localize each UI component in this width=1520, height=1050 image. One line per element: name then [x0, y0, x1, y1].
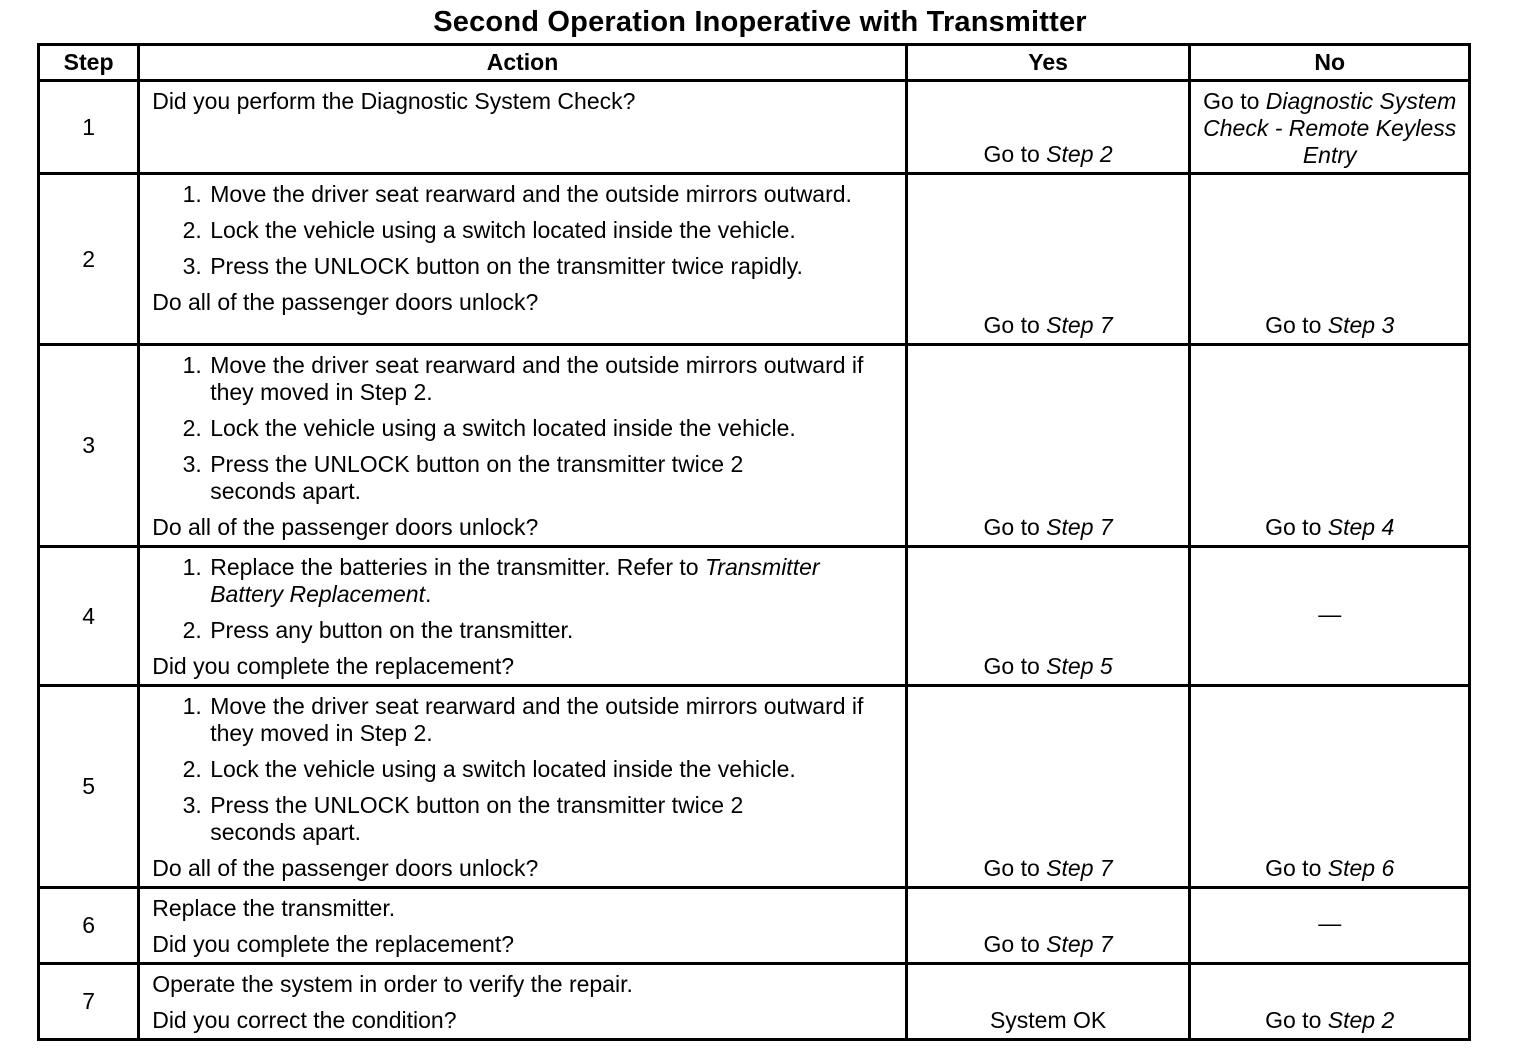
action-question: Did you correct the condition?	[152, 1007, 457, 1033]
table-row	[39, 547, 1470, 686]
substep-item: 3. Press the UNLOCK button on the transmitter twice 2 seconds apart.	[208, 792, 895, 846]
substep-item: 2. Lock the vehicle using a switch located inside the vehicle.	[208, 756, 895, 783]
step-number: 2	[39, 174, 139, 345]
yes-cell	[906, 547, 1190, 686]
table-row	[39, 345, 1470, 547]
no-dash: —	[1318, 910, 1342, 936]
action-cell	[139, 174, 907, 345]
yes-step-link: Step 2	[1046, 141, 1113, 167]
action-cell	[139, 888, 907, 964]
action-cell	[139, 345, 907, 547]
yes-cell	[906, 964, 1190, 1040]
step-number: 3	[39, 345, 139, 547]
page-title: Second Operation Inoperative with Transmitter	[433, 6, 1087, 38]
yes-step-link: Step 7	[1046, 312, 1113, 338]
table-row	[39, 964, 1470, 1040]
yes-cell	[906, 686, 1190, 888]
action-question: Do all of the passenger doors unlock?	[152, 289, 539, 315]
substep-item: 3. Press the UNLOCK button on the transmitter twice 2 seconds apart.	[208, 451, 895, 505]
table-row	[39, 686, 1470, 888]
action-question: Do all of the passenger doors unlock?	[152, 855, 539, 881]
goto-label: Go to	[983, 931, 1040, 957]
step-number: 7	[39, 964, 139, 1040]
header-step: Step	[39, 45, 139, 81]
action-question: Did you complete the replacement?	[152, 653, 515, 679]
yes-step-link: Step 7	[1046, 855, 1113, 881]
step-number: 5	[39, 686, 139, 888]
header-row	[39, 45, 1470, 81]
no-cell	[1190, 81, 1470, 174]
no-cell	[1190, 174, 1470, 345]
header-action: Action	[139, 45, 907, 81]
step-number: 1	[39, 81, 139, 174]
no-cell	[1190, 888, 1470, 964]
battery-replacement-link: Transmitter Battery Replacement	[210, 554, 820, 607]
action-cell	[139, 81, 907, 174]
action-cell	[139, 964, 907, 1040]
substep-list	[152, 352, 895, 505]
yes-cell	[906, 174, 1190, 345]
no-cell	[1190, 345, 1470, 547]
table-row	[39, 888, 1470, 964]
table-row	[39, 174, 1470, 345]
substep-item: 2. Press any button on the transmitter.	[208, 617, 895, 644]
table-row	[39, 81, 1470, 174]
yes-cell	[906, 888, 1190, 964]
no-dash: —	[1318, 600, 1342, 627]
goto-label: Go to	[983, 653, 1040, 679]
yes-step-link: Step 7	[1046, 514, 1113, 540]
substep-text: Replace the batteries in the transmitter. Refer to	[210, 554, 699, 580]
yes-cell	[906, 345, 1190, 547]
action-question: Did you complete the replacement?	[152, 931, 515, 957]
substep-item: 1. Move the driver seat rearward and the outside mirrors outward.	[208, 181, 895, 208]
goto-label: Go to	[983, 312, 1040, 338]
yes-step-link: Step 5	[1046, 653, 1113, 679]
action-statement: Operate the system in order to verify the repair.	[152, 971, 633, 997]
substep-item: 3. Press the UNLOCK button on the transmitter twice rapidly.	[208, 253, 895, 280]
no-cell	[1190, 964, 1470, 1040]
no-reference-link: Diagnostic System Check - Remote Keyless Entry	[1203, 88, 1457, 168]
action-cell	[139, 547, 907, 686]
substep-item: 1. Move the driver seat rearward and the outside mirrors outward if they moved in Step 2.	[208, 352, 895, 406]
substep-period: .	[424, 581, 432, 607]
goto-label: Go to	[1203, 88, 1260, 114]
substep-item: 2. Lock the vehicle using a switch located inside the vehicle.	[208, 415, 895, 442]
header-no: No	[1190, 45, 1470, 81]
action-question: Did you perform the Diagnostic System Check?	[152, 88, 636, 114]
goto-label: Go to	[1265, 855, 1322, 881]
goto-label: Go to	[1265, 1007, 1322, 1033]
goto-label: Go to	[983, 855, 1040, 881]
substep-item	[208, 554, 895, 608]
system-ok-text: System OK	[989, 1007, 1107, 1033]
goto-label: Go to	[1265, 514, 1322, 540]
no-cell	[1190, 686, 1470, 888]
action-cell	[139, 686, 907, 888]
no-step-link: Step 3	[1327, 312, 1395, 338]
no-step-link: Step 6	[1327, 855, 1395, 881]
substep-list	[152, 181, 895, 280]
no-step-link: Step 2	[1327, 1007, 1395, 1033]
substep-item: 1. Move the driver seat rearward and the outside mirrors outward if they moved in Step 2.	[208, 693, 895, 747]
yes-step-link: Step 7	[1046, 931, 1113, 957]
step-number: 6	[39, 888, 139, 964]
no-cell	[1190, 547, 1470, 686]
goto-label: Go to	[1265, 312, 1322, 338]
yes-cell	[906, 81, 1190, 174]
substep-list	[152, 693, 895, 846]
no-step-link: Step 4	[1327, 514, 1395, 540]
step-number: 4	[39, 547, 139, 686]
goto-label: Go to	[983, 514, 1040, 540]
header-yes: Yes	[906, 45, 1190, 81]
action-question: Do all of the passenger doors unlock?	[152, 514, 539, 540]
goto-label: Go to	[983, 141, 1040, 167]
substep-list	[152, 554, 895, 644]
diagnostic-table	[37, 43, 1471, 1041]
action-statement: Replace the transmitter.	[152, 895, 396, 921]
substep-item: 2. Lock the vehicle using a switch located inside the vehicle.	[208, 217, 895, 244]
